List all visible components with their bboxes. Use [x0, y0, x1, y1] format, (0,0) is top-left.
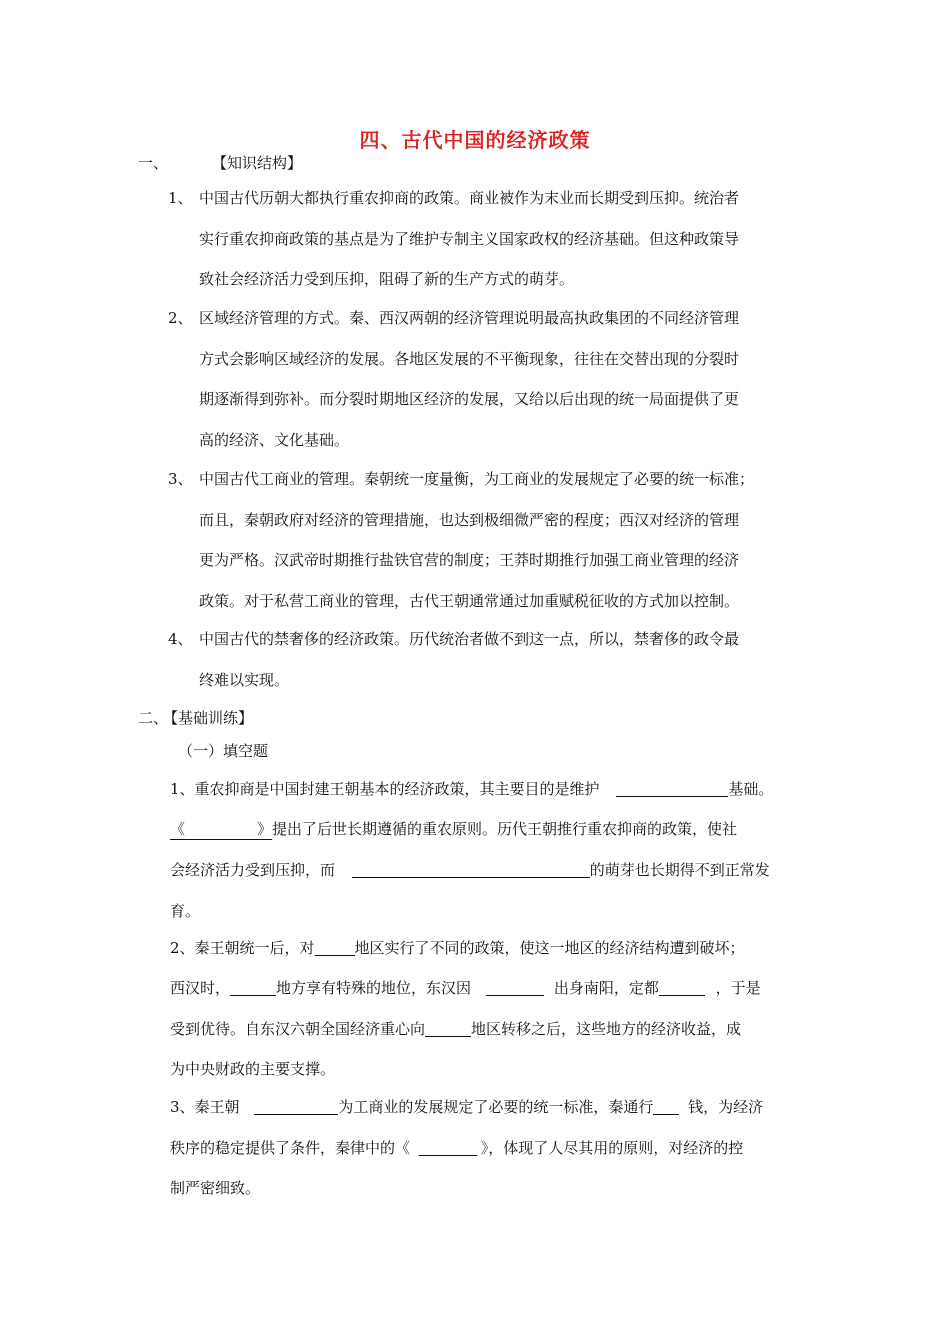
q3-text-a3: 钱，为经济 — [688, 1098, 764, 1116]
q1-line3 — [170, 859, 770, 880]
item2-line2: 方式会影响区域经济的发展。各地区发展的不平衡现象，往往在交替出现的分裂时 — [199, 350, 740, 368]
q2-blank-5[interactable] — [425, 1020, 471, 1037]
q2-line2 — [170, 977, 761, 998]
item3-line1: 中国古代工商业的管理。秦朝统一度量衡，为工商业的发展规定了必要的统一标准； — [199, 470, 755, 488]
item3-line3: 更为严格。汉武帝时期推行盐铁官营的制度；王莽时期推行加强工商业管理的经济 — [199, 551, 740, 569]
item2-line4: 高的经济、文化基础。 — [199, 431, 350, 449]
q1-text-c2: 的萌芽也长期得不到正常发 — [589, 861, 770, 879]
item2-line3: 期逐渐得到弥补。而分裂时期地区经济的发展，又给以后出现的统一局面提供了更 — [199, 390, 740, 408]
q2-text-b3: 出身南阳，定都 — [553, 979, 659, 997]
section2-heading: 【基础训练】 — [163, 709, 254, 727]
q3-blank-2[interactable] — [653, 1098, 679, 1115]
item1-line3: 致社会经济活力受到压抑，阻碍了新的生产方式的萌芽。 — [199, 270, 575, 288]
q3-text-a1: 3、秦王朝 — [170, 1098, 240, 1116]
q2-blank-1[interactable] — [315, 939, 355, 956]
q1-blank-1[interactable] — [616, 780, 728, 797]
item1-number: 1、 — [168, 189, 193, 207]
fill-in-subheading: （一）填空题 — [178, 742, 269, 760]
item4-number: 4、 — [168, 630, 193, 648]
q1-line4: 育。 — [170, 902, 201, 920]
q3-line1 — [170, 1096, 763, 1117]
q3-line3: 制严密细致。 — [170, 1179, 261, 1197]
q2-line1 — [170, 937, 745, 958]
q2-text-c1: 受到优待。自东汉六朝全国经济重心向 — [170, 1020, 426, 1038]
q3-text-b1: 秩序的稳定提供了条件，秦律中的《 — [170, 1139, 411, 1157]
q3-text-b2: 》，体现了人尽其用的原则，对经济的控 — [480, 1139, 744, 1157]
section1-heading: 【知识结构】 — [212, 154, 303, 172]
q1-text-a1: 1、重农抑商是中国封建王朝基本的经济政策，其主要目的是维护 — [170, 780, 600, 798]
item1-line1: 中国古代历朝大都执行重农抑商的政策。商业被作为末业而长期受到压抑。统治者 — [199, 189, 740, 207]
q3-text-a2: 为工商业的发展规定了必要的统一标准，秦通行 — [338, 1098, 654, 1116]
q2-text-b4: ，于是 — [715, 979, 761, 997]
item3-line4: 政策。对于私营工商业的管理，古代王朝通常通过加重赋税征收的方式加以控制。 — [199, 592, 740, 610]
q1-book-close: 》 — [257, 820, 273, 838]
item2-line1: 区域经济管理的方式。秦、西汉两朝的经济管理说明最高执政集团的不同经济管理 — [199, 309, 740, 327]
q3-blank-3[interactable] — [419, 1139, 477, 1156]
q1-text-b2: 提出了后世长期遵循的重农原则。历代王朝推行重农抑商的政策，使社 — [272, 820, 738, 838]
q2-text-c2: 地区转移之后，这些地方的经济收益，成 — [471, 1020, 742, 1038]
item4-line1: 中国古代的禁奢侈的经济政策。历代统治者做不到这一点，所以，禁奢侈的政令最 — [199, 630, 740, 648]
q2-blank-4[interactable] — [659, 979, 705, 996]
item3-number: 3、 — [168, 470, 193, 488]
q3-line2 — [170, 1137, 743, 1158]
q1-blank-2[interactable] — [352, 861, 590, 878]
q2-line3 — [170, 1018, 741, 1039]
item2-number: 2、 — [168, 309, 193, 327]
section1-marker: 一、 — [138, 154, 169, 172]
q1-line2 — [170, 818, 737, 840]
item1-line2: 实行重农抑商政策的基点是为了维护专制主义国家政权的经济基础。但这种政策导 — [199, 230, 740, 248]
q1-book-open: 《 — [170, 820, 186, 838]
q2-text-b1: 西汉时， — [170, 979, 231, 997]
page-title: 四、古代中国的经济政策 — [359, 128, 591, 152]
q3-blank-1[interactable] — [254, 1098, 338, 1115]
q2-line4: 为中央财政的主要支撑。 — [170, 1060, 336, 1078]
q2-text-a2: 地区实行了不同的政策，使这一地区的经济结构遭到破坏； — [354, 939, 745, 957]
q1-text-a2: 基础。 — [728, 780, 774, 798]
q2-text-b2: 地方享有特殊的地位，东汉因 — [276, 979, 472, 997]
q1-text-c1: 会经济活力受到压抑，而 — [170, 861, 336, 879]
q1-line1 — [170, 778, 773, 799]
item4-line2: 终难以实现。 — [199, 671, 290, 689]
q2-text-a1: 2、秦王朝统一后，对 — [170, 939, 315, 957]
q1-book-blank[interactable] — [170, 818, 272, 840]
q2-blank-3[interactable] — [486, 979, 544, 996]
q2-blank-2[interactable] — [230, 979, 276, 996]
section2-marker: 二、 — [138, 709, 169, 727]
item3-line2: 而且，秦朝政府对经济的管理措施，也达到极细微严密的程度；西汉对经济的管理 — [199, 511, 740, 529]
